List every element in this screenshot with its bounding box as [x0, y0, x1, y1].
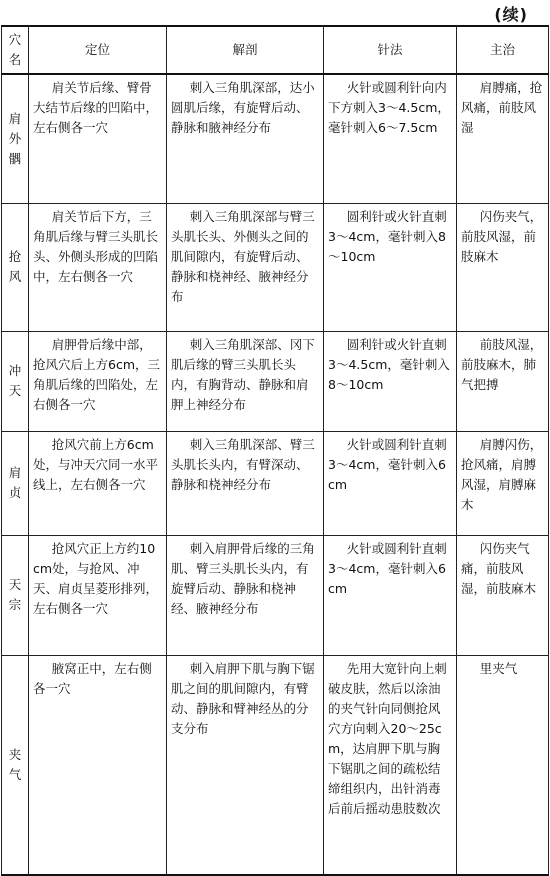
point-name: 冲天 — [2, 331, 29, 431]
method-cell: 圆利针或火针直刺3～4.5cm，毫针刺入8～10cm — [324, 331, 457, 431]
indication-cell: 闪伤夹气，前肢风湿，前肢麻木 — [457, 203, 549, 331]
anatomy-cell: 刺入肩胛下肌与胸下锯肌之间的肌间隙内，有臂动、静脉和臂神经丛的分支分布 — [167, 655, 324, 875]
anatomy-cell: 刺入肩胛骨后缘的三角肌、臂三头肌长头内，有旋臂后动、静脉和桡神经、腋神经分布 — [167, 535, 324, 655]
header-point-name: 穴名 — [2, 26, 29, 74]
method-cell: 先用大宽针向上刺破皮肤，然后以涂油的夹气针向同侧抢风穴方向刺入20～25cm，达肩胛下肌与胸下锯肌之间的疏松结缔组织内，出针消毒后前后摇动患肢数次 — [324, 655, 457, 875]
point-name: 天宗 — [2, 535, 29, 655]
method-cell: 火针或圆利针向内下方刺入3～4.5cm，毫针刺入6～7.5cm — [324, 74, 457, 203]
acupoint-table — [1, 25, 549, 876]
method-cell: 圆利针或火针直刺3～4cm，毫针刺入8～10cm — [324, 203, 457, 331]
indication-cell: 闪伤夹气痛，前肢风湿，前肢麻木 — [457, 535, 549, 655]
indication-cell: 肩膊闪伤，抢风痛，肩膊风湿，肩膊麻木 — [457, 431, 549, 535]
table-row — [2, 655, 549, 875]
header-needling-method: 针法 — [324, 26, 457, 74]
table-row — [2, 535, 549, 655]
header-indication: 主治 — [457, 26, 549, 74]
location-cell: 抢风穴前上方6cm处，与冲天穴同一水平线上，左右侧各一穴 — [29, 431, 167, 535]
point-name: 夹气 — [2, 655, 29, 875]
indication-cell: 肩膊痛，抢风痛，前肢风湿 — [457, 74, 549, 203]
table-row — [2, 74, 549, 203]
point-name: 肩贞 — [2, 431, 29, 535]
table-header-row — [2, 26, 549, 74]
indication-cell: 里夹气 — [457, 655, 549, 875]
anatomy-cell: 刺入三角肌深部、臂三头肌长头内，有臂深动、静脉和桡神经分布 — [167, 431, 324, 535]
continued-label: (续) — [494, 5, 528, 24]
header-anatomy: 解剖 — [167, 26, 324, 74]
table-row — [2, 431, 549, 535]
method-cell: 火针或圆利针直刺3～4cm，毫针刺入6cm — [324, 431, 457, 535]
location-cell: 腋窝正中，左右侧各一穴 — [29, 655, 167, 875]
anatomy-cell: 刺入三角肌深部，达小圆肌后缘，有旋臂后动、静脉和腋神经分布 — [167, 74, 324, 203]
header-location: 定位 — [29, 26, 167, 74]
point-name: 抢风 — [2, 203, 29, 331]
point-name: 肩外髃 — [2, 74, 29, 203]
location-cell: 肩关节后缘、臂骨大结节后缘的凹陷中，左右侧各一穴 — [29, 74, 167, 203]
table-row — [2, 203, 549, 331]
table-row — [2, 331, 549, 431]
anatomy-cell: 刺入三角肌深部、冈下肌后缘的臂三头肌长头内，有胸背动、静脉和肩胛上神经分布 — [167, 331, 324, 431]
location-cell: 肩关节后下方，三角肌后缘与臂三头肌长头、外侧头形成的凹陷中，左右侧各一穴 — [29, 203, 167, 331]
anatomy-cell: 刺入三角肌深部与臂三头肌长头、外侧头之间的肌间隙内，有旋臂后动、静脉和桡神经、腋神经分布 — [167, 203, 324, 331]
method-cell: 火针或圆利针直刺3～4cm，毫针刺入6cm — [324, 535, 457, 655]
location-cell: 抢风穴正上方约10cm处，与抢风、冲天、肩贞呈菱形排列，左右侧各一穴 — [29, 535, 167, 655]
indication-cell: 前肢风湿，前肢麻木，肺气把搏 — [457, 331, 549, 431]
location-cell: 肩胛骨后缘中部，抢风穴后上方6cm，三角肌后缘的凹陷处，左右侧各一穴 — [29, 331, 167, 431]
